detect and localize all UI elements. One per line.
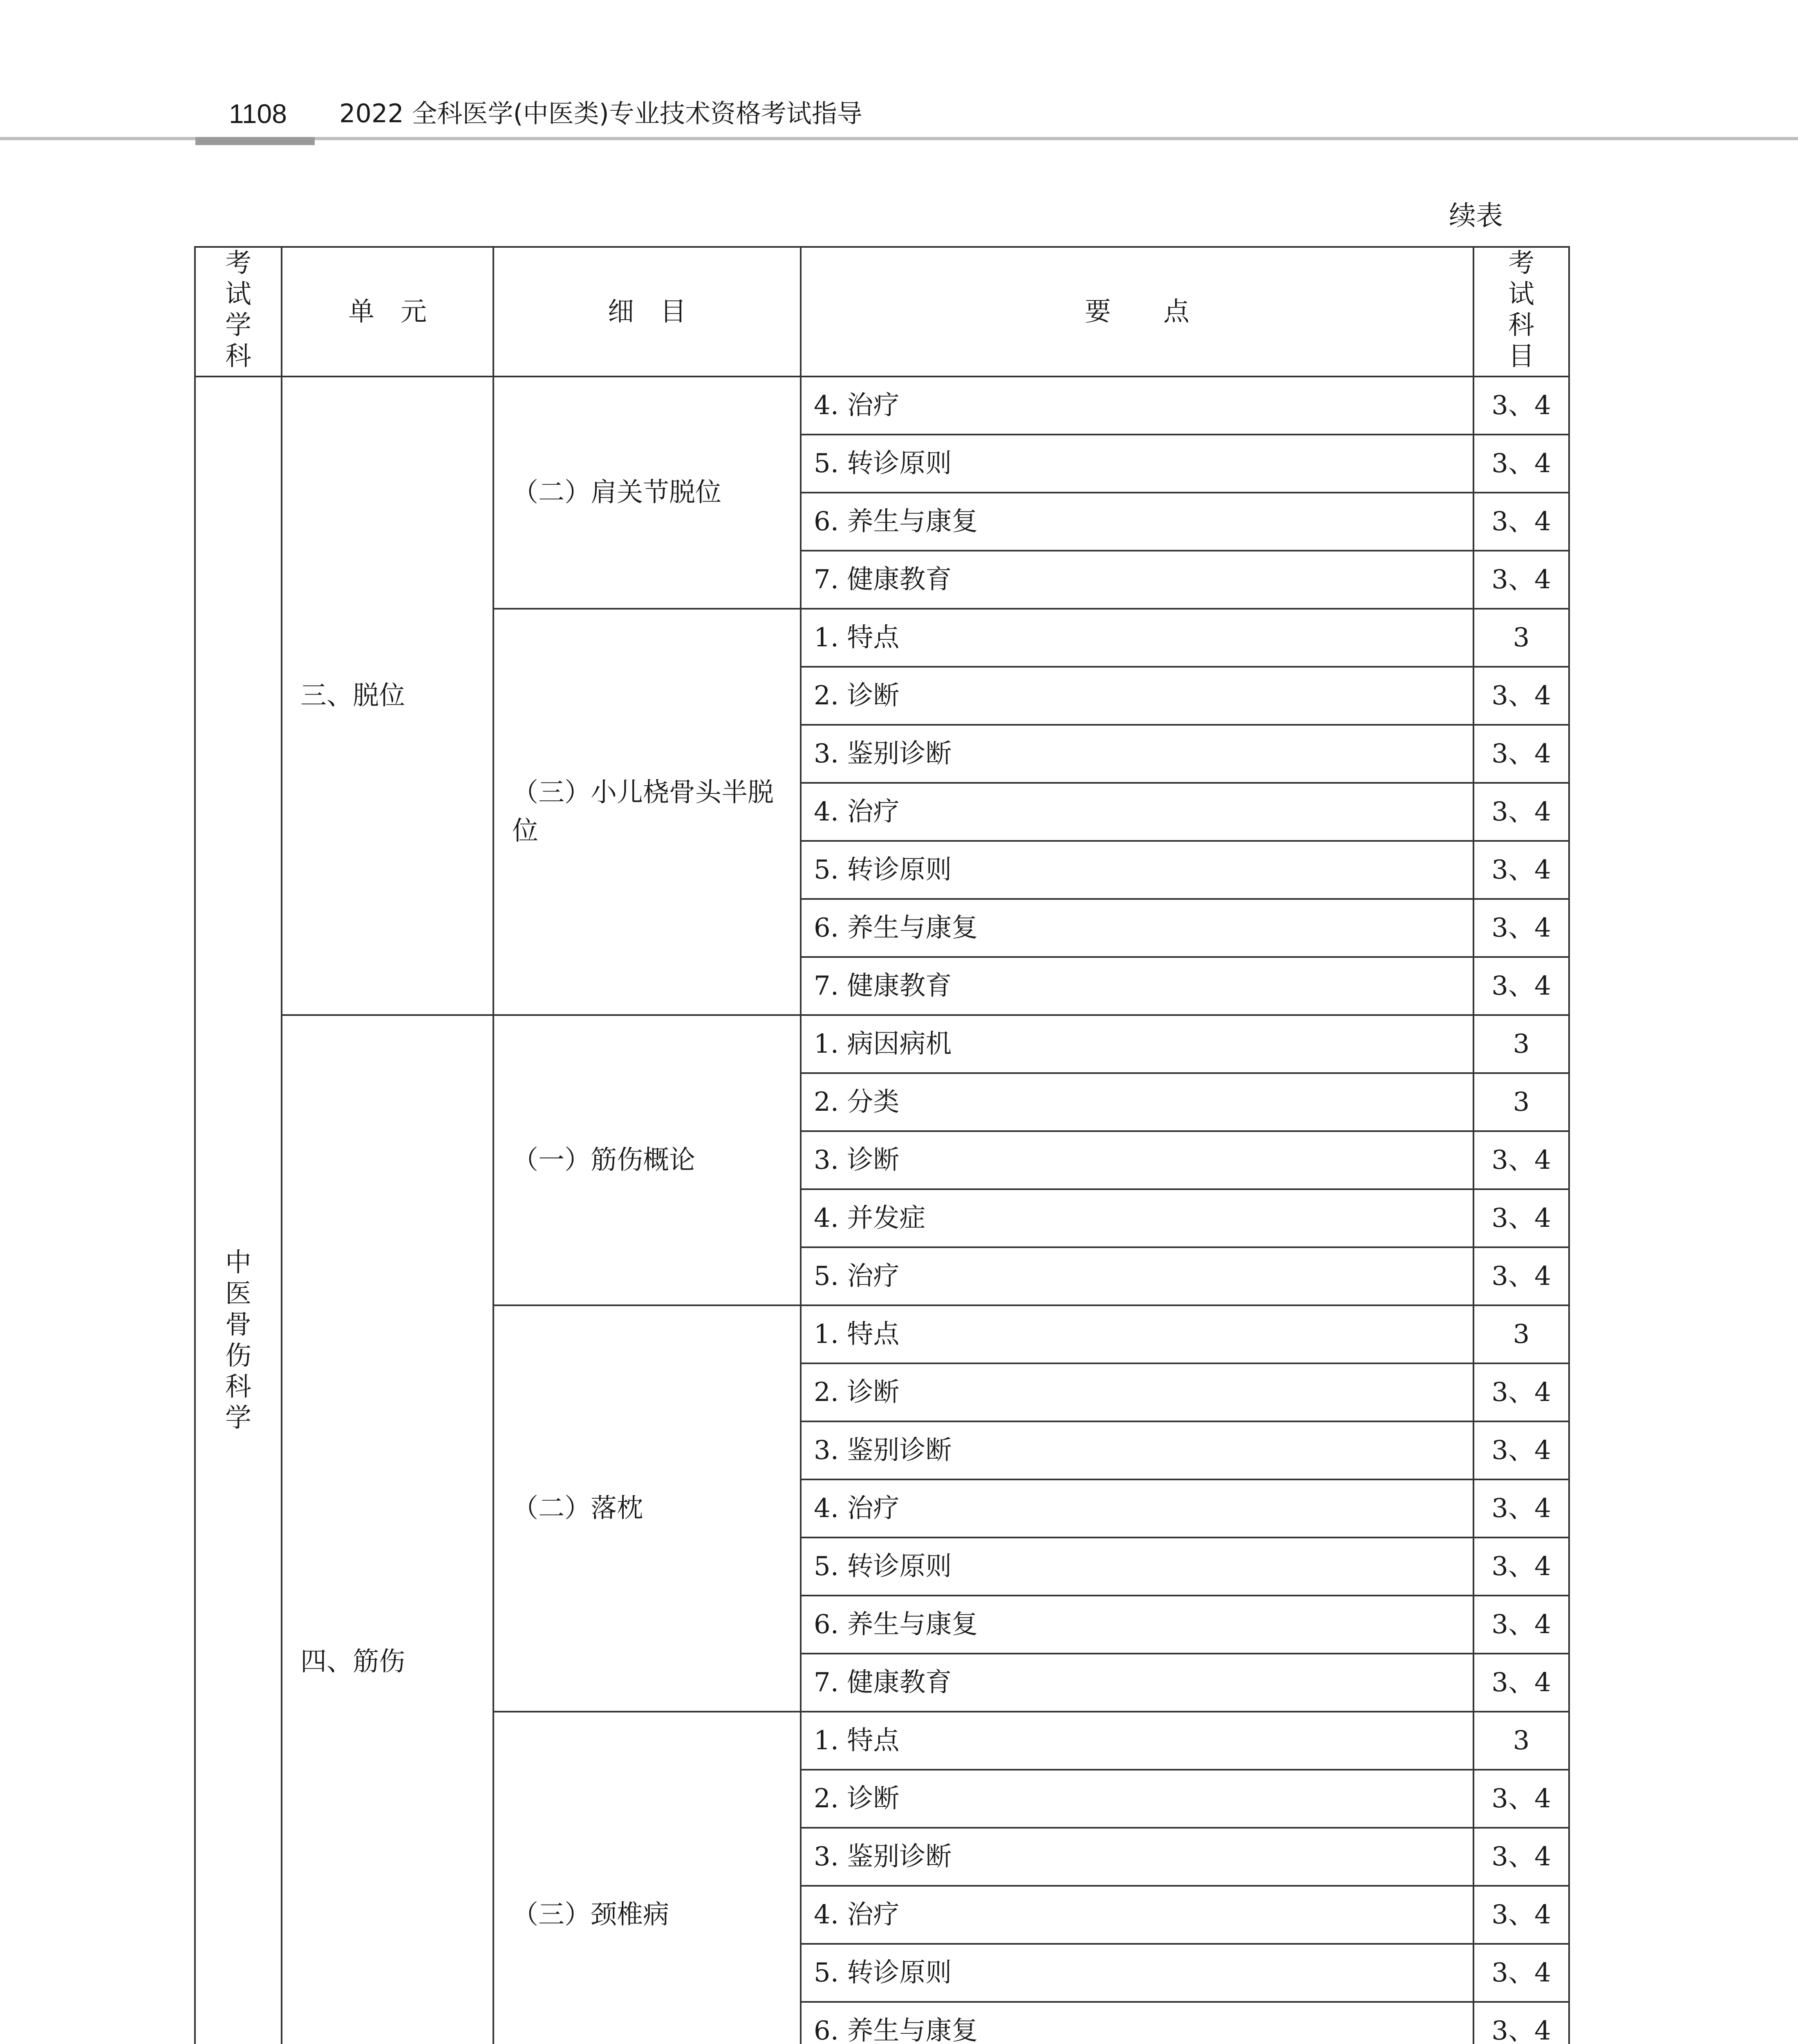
exam-cell: 3、4 — [1473, 1363, 1569, 1421]
header-unit: 单 元 — [282, 247, 493, 377]
exam-cell: 3、4 — [1473, 1596, 1569, 1654]
point-cell: 3. 鉴别诊断 — [801, 1421, 1473, 1479]
point-cell: 2. 分类 — [801, 1073, 1473, 1131]
exam-cell: 3、4 — [1473, 1189, 1569, 1247]
header-rule-accent — [195, 137, 315, 145]
header-subject: 考试学科 — [195, 247, 282, 377]
exam-cell: 3 — [1473, 1712, 1569, 1770]
continued-label: 续表 — [1449, 200, 1503, 231]
exam-cell: 3、4 — [1473, 1886, 1569, 1944]
exam-cell: 3、4 — [1473, 435, 1569, 493]
table-header-row — [195, 247, 1569, 377]
page-header — [0, 0, 1798, 155]
point-cell: 2. 诊断 — [801, 667, 1473, 725]
point-cell: 1. 特点 — [801, 1712, 1473, 1770]
exam-cell: 3 — [1473, 1015, 1569, 1073]
point-cell: 5. 转诊原则 — [801, 1944, 1473, 2002]
point-cell: 1. 特点 — [801, 609, 1473, 667]
exam-cell: 3、4 — [1473, 1944, 1569, 2002]
exam-cell: 3、4 — [1473, 1421, 1569, 1479]
point-cell: 7. 健康教育 — [801, 551, 1473, 609]
point-cell: 5. 转诊原则 — [801, 435, 1473, 493]
exam-cell: 3、4 — [1473, 1828, 1569, 1886]
point-cell: 4. 治疗 — [801, 1479, 1473, 1537]
point-cell: 3. 鉴别诊断 — [801, 725, 1473, 783]
exam-cell: 3、4 — [1473, 1479, 1569, 1537]
unit-cell: 三、脱位 — [282, 377, 493, 1015]
item-cell: （二）肩关节脱位 — [493, 377, 801, 609]
subject-cell: 中医骨伤科学 — [195, 377, 282, 2044]
point-cell: 6. 养生与康复 — [801, 2002, 1473, 2044]
exam-cell: 3、4 — [1473, 667, 1569, 725]
header-item: 细 目 — [493, 247, 801, 377]
point-cell: 7. 健康教育 — [801, 957, 1473, 1015]
exam-cell: 3、4 — [1473, 841, 1569, 899]
exam-cell: 3 — [1473, 609, 1569, 667]
point-cell: 7. 健康教育 — [801, 1654, 1473, 1712]
exam-cell: 3、4 — [1473, 899, 1569, 957]
exam-cell: 3、4 — [1473, 783, 1569, 841]
item-cell: （三）颈椎病 — [493, 1712, 801, 2044]
item-cell: （三）小儿桡骨头半脱位 — [493, 609, 801, 1015]
point-cell: 2. 诊断 — [801, 1770, 1473, 1828]
syllabus-table — [194, 246, 1570, 2044]
exam-cell: 3、4 — [1473, 1770, 1569, 1828]
point-cell: 1. 特点 — [801, 1305, 1473, 1363]
exam-cell: 3、4 — [1473, 2002, 1569, 2044]
table-row — [195, 1015, 1569, 1073]
running-title: 2022 全科医学(中医类)专业技术资格考试指导 — [339, 99, 862, 128]
point-cell: 4. 治疗 — [801, 1886, 1473, 1944]
exam-cell: 3、4 — [1473, 551, 1569, 609]
exam-cell: 3 — [1473, 1305, 1569, 1363]
point-cell: 4. 治疗 — [801, 783, 1473, 841]
point-cell: 2. 诊断 — [801, 1363, 1473, 1421]
point-cell: 3. 诊断 — [801, 1131, 1473, 1189]
unit-cell: 四、筋伤 — [282, 1015, 493, 2044]
exam-cell: 3、4 — [1473, 377, 1569, 435]
header-point: 要 点 — [801, 247, 1473, 377]
exam-cell: 3、4 — [1473, 1247, 1569, 1305]
exam-cell: 3、4 — [1473, 493, 1569, 551]
point-cell: 4. 治疗 — [801, 377, 1473, 435]
table-body — [195, 377, 1569, 2044]
point-cell: 6. 养生与康复 — [801, 1596, 1473, 1654]
point-cell: 5. 治疗 — [801, 1247, 1473, 1305]
exam-cell: 3、4 — [1473, 957, 1569, 1015]
item-cell: （二）落枕 — [493, 1305, 801, 1712]
point-cell: 4. 并发症 — [801, 1189, 1473, 1247]
exam-cell: 3 — [1473, 1073, 1569, 1131]
exam-cell: 3、4 — [1473, 725, 1569, 783]
point-cell: 5. 转诊原则 — [801, 1537, 1473, 1596]
page-number: 1108 — [229, 99, 287, 129]
exam-cell: 3、4 — [1473, 1131, 1569, 1189]
point-cell: 5. 转诊原则 — [801, 841, 1473, 899]
item-cell: （一）筋伤概论 — [493, 1015, 801, 1305]
header-exam: 考试科目 — [1473, 247, 1569, 377]
exam-cell: 3、4 — [1473, 1537, 1569, 1596]
exam-cell: 3、4 — [1473, 1654, 1569, 1712]
point-cell: 1. 病因病机 — [801, 1015, 1473, 1073]
point-cell: 6. 养生与康复 — [801, 899, 1473, 957]
point-cell: 3. 鉴别诊断 — [801, 1828, 1473, 1886]
point-cell: 6. 养生与康复 — [801, 493, 1473, 551]
table-row — [195, 377, 1569, 435]
